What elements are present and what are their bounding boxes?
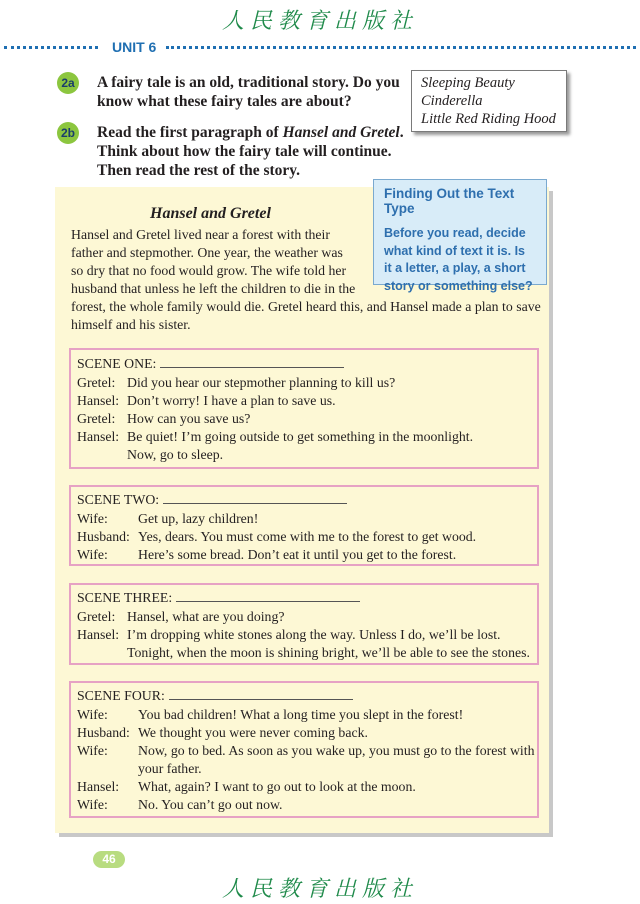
task-2b-instructions	[97, 123, 404, 180]
scene-title-blank[interactable]	[169, 687, 353, 700]
dialogue-text: How can you save us?	[127, 411, 251, 426]
story-line: husband that unless he left the children to die in the	[71, 281, 356, 296]
speaker: Wife:	[77, 547, 108, 562]
publisher-logo-bottom: 人民教育出版社	[221, 877, 418, 902]
scene-two-box	[69, 485, 539, 566]
task-2a-line: know what these fairy tales are about?	[97, 93, 352, 110]
speaker: Wife:	[77, 707, 108, 722]
dialogue-text: Now, go to bed. As soon as you wake up, you must go to the forest with	[138, 743, 535, 758]
tip-text: Before you read, decide what kind of text it is. Is it a letter, a play, a short story or something else?	[384, 226, 533, 293]
speaker: Gretel:	[77, 411, 116, 426]
speaker: Hansel:	[77, 779, 120, 794]
dialogue-text: We thought you were never coming back.	[138, 725, 368, 740]
speaker: Wife:	[77, 743, 108, 758]
dialogue-text: Don’t worry! I have a plan to save us.	[127, 393, 336, 408]
tip-box	[373, 179, 547, 293]
dotted-rule-right	[166, 46, 636, 49]
story-line: forest, the whole family would die. Gretel heard this, and Hansel made a plan to save	[71, 299, 541, 314]
scene-title-blank[interactable]	[163, 491, 347, 504]
speaker: Hansel:	[77, 393, 120, 408]
dialogue-text: No. You can’t go out now.	[138, 797, 283, 812]
scene-heading: SCENE ONE:	[77, 355, 344, 372]
dialogue-text: I’m dropping white stones along the way. Unless I do, we’ll be lost.	[127, 627, 501, 642]
speaker: Gretel:	[77, 375, 116, 390]
dialogue-text: You bad children! What a long time you slept in the forest!	[138, 707, 464, 722]
scene-heading: SCENE TWO:	[77, 491, 347, 508]
scene-one-box	[69, 348, 539, 469]
dialogue-text: Get up, lazy children!	[138, 511, 259, 526]
dialogue-text: Here’s some bread. Don’t eat it until you get to the forest.	[138, 547, 457, 562]
dialogue-text: Tonight, when the moon is shining bright, we’ll be able to see the stones.	[127, 645, 530, 660]
unit-header	[0, 39, 640, 55]
dotted-rule-left	[4, 46, 98, 49]
task-2b-line: Read the first paragraph of Hansel and Gretel.	[97, 124, 404, 141]
task-badge-2a: 2a	[57, 72, 79, 94]
dialogue-text: your father.	[138, 761, 202, 776]
story-line: himself and his sister.	[71, 317, 191, 332]
speaker: Husband:	[77, 725, 130, 740]
story-line: father and stepmother. One year, the weather was	[71, 245, 343, 260]
fairy-tale-title: Sleeping Beauty	[421, 75, 515, 91]
fairy-tale-title: Cinderella	[421, 93, 483, 109]
scene-heading: SCENE THREE:	[77, 589, 360, 606]
dialogue-text: Hansel, what are you doing?	[127, 609, 285, 624]
speaker: Hansel:	[77, 429, 120, 444]
scene-heading: SCENE FOUR:	[77, 687, 353, 704]
task-badge-2b: 2b	[57, 122, 79, 144]
speaker: Wife:	[77, 797, 108, 812]
unit-label: UNIT 6	[112, 39, 157, 55]
story-title: Hansel and Gretel	[150, 205, 271, 222]
task-2b-line: Then read the rest of the story.	[97, 162, 301, 179]
fairy-tales-box	[411, 70, 567, 132]
story-line: Hansel and Gretel lived near a forest with their	[71, 227, 330, 242]
scene-three-box	[69, 583, 539, 665]
story-line: so dry that no food would grow. The wife told her	[71, 263, 347, 278]
speaker: Hansel:	[77, 627, 120, 642]
task-2a-instructions	[97, 73, 400, 111]
speaker: Husband:	[77, 529, 130, 544]
task-2a-line: A fairy tale is an old, traditional story. Do you	[97, 74, 400, 91]
speaker: Wife:	[77, 511, 108, 526]
task-2b-line: Think about how the fairy tale will continue.	[97, 143, 392, 160]
dialogue-text: Be quiet! I’m going outside to get something in the moonlight.	[127, 429, 474, 444]
dialogue-text: What, again? I want to go out to look at the moon.	[138, 779, 416, 794]
scene-four-box	[69, 681, 539, 818]
publisher-logo-top: 人民教育出版社	[221, 9, 418, 34]
scene-title-blank[interactable]	[176, 589, 360, 602]
speaker: Gretel:	[77, 609, 116, 624]
page-number: 46	[93, 851, 125, 868]
tip-title: Finding Out the Text Type	[384, 186, 515, 216]
dialogue-text: Yes, dears. You must come with me to the forest to get wood.	[138, 529, 477, 544]
dialogue-text: Did you hear our stepmother planning to kill us?	[127, 375, 396, 390]
scene-title-blank[interactable]	[160, 355, 344, 368]
fairy-tale-title: Little Red Riding Hood	[421, 111, 556, 127]
dialogue-text: Now, go to sleep.	[127, 447, 224, 462]
